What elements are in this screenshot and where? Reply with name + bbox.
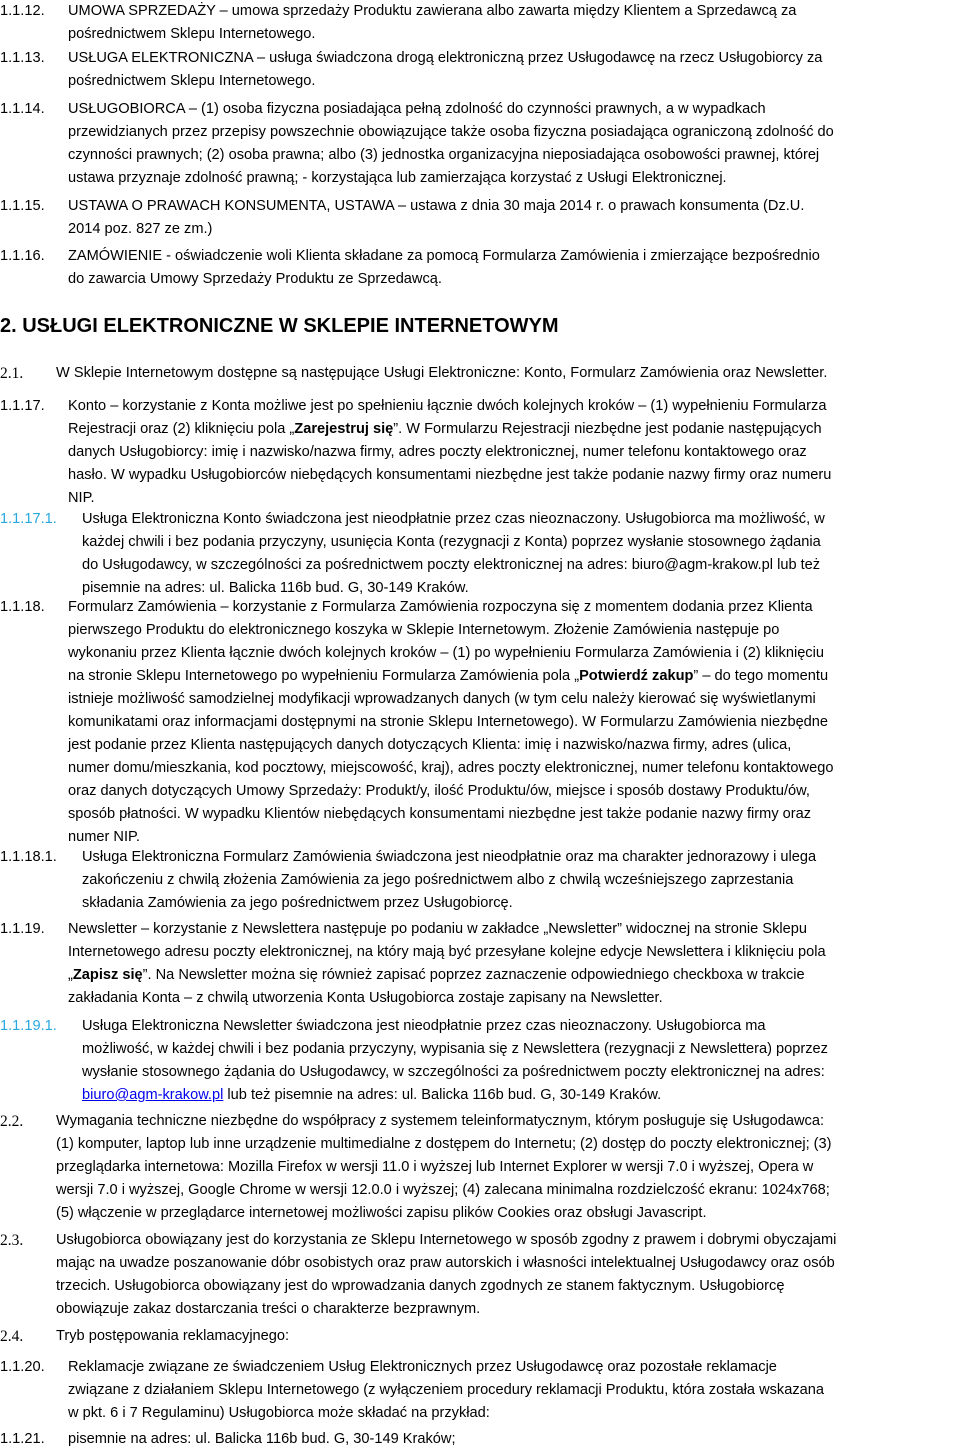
text-line: w pkt. 6 i 7 Regulaminu) Usługobiorca może składać na przykład:	[68, 1405, 490, 1421]
item-number: 1.1.19.1.	[0, 1018, 57, 1034]
text-line: numer domu/mieszkania, kod pocztowy, miejscowość, kraj), adres poczty elektronicznej, numer telefonu kontaktowego	[68, 760, 834, 776]
text-line: oraz danych dotyczących Umowy Sprzedaży: Produkt/y, ilość Produktu/ów, miejsce i sposób dostawy Produktu/ów,	[68, 783, 810, 799]
item-text	[56, 1110, 958, 1225]
text-line: ZAMÓWIENIE - oświadczenie woli Klienta składane za pomocą Formularza Zamówienia i zmierzające bezpośrednio	[68, 248, 820, 264]
item-text	[68, 1428, 958, 1451]
item-number: 2.1.	[0, 365, 24, 382]
text-line: 2014 poz. 827 ze zm.)	[68, 221, 213, 237]
item-text	[68, 918, 958, 1010]
text-line: NIP.	[68, 490, 95, 506]
item-number: 1.1.20.	[0, 1359, 45, 1375]
text-line	[68, 964, 958, 987]
text-line: wysłanie stosownego żądania do Usługodawcy, w szczególności za pośrednictwem poczty elektronicznej na adres:	[82, 1064, 825, 1080]
text-line: W Sklepie Internetowym dostępne są następujące Usługi Elektroniczne: Konto, Formularz Zamówienia oraz Newsletter.	[56, 365, 828, 381]
text-line: numer NIP.	[68, 829, 140, 845]
item-text	[68, 395, 958, 510]
text-fragment: ”. W Formularzu Rejestracji niezbędne jest podanie następujących	[393, 421, 822, 437]
register-button-label: Zarejestruj się	[294, 421, 394, 437]
text-fragment: lub też pisemnie na adres: ul. Balicka 116b bud. G, 30-149 Kraków.	[223, 1087, 662, 1103]
email-link[interactable]: biuro@agm-krakow.pl	[82, 1087, 224, 1103]
text-line: Usługa Elektroniczna Konto świadczona jest nieodpłatnie przez czas nieoznaczony. Usługobiorca ma możliwość, w	[82, 511, 825, 527]
item-text	[56, 362, 958, 385]
item-number: 2.2.	[0, 1113, 24, 1130]
item-text	[82, 508, 958, 600]
text-line: pisemnie na adres: ul. Balicka 116b bud. G, 30-149 Kraków.	[82, 580, 469, 596]
text-line: Formularz Zamówienia – korzystanie z Formularza Zamówienia rozpoczyna się z momentem dodania przez Klienta	[68, 599, 813, 615]
text-line: Usługa Elektroniczna Formularz Zamówienia świadczona jest nieodpłatnie oraz ma charakter jednorazowy i ulega	[82, 849, 817, 865]
item-number: 1.1.14.	[0, 101, 45, 117]
text-line: składania Zamówienia za jego pośrednictwem przez Usługobiorcę.	[82, 895, 513, 911]
text-line: do zawarcia Umowy Sprzedaży Produktu ze Sprzedawcą.	[68, 271, 442, 287]
item-text	[56, 1325, 958, 1348]
text-line	[68, 665, 958, 688]
item-number: 1.1.15.	[0, 198, 45, 214]
text-line: (5) włączenie w przeglądarce internetowej możliwości zapisu plików Cookies oraz obsługi Javascript.	[56, 1205, 707, 1221]
text-line: Usługa Elektroniczna Newsletter świadczona jest nieodpłatnie przez czas nieoznaczony. Usługobiorca ma	[82, 1018, 766, 1034]
text-fragment: ” – do tego momentu	[693, 668, 829, 684]
text-line: (1) komputer, laptop lub inne urządzenie multimedialne z dostępem do Internetu; (2) dostęp do poczty elektronicznej; (3)	[56, 1136, 832, 1152]
text-line: mając na uwadze poszanowanie dóbr osobistych oraz praw autorskich i własności intelektualnej Usługodawcy oraz osób	[56, 1255, 835, 1271]
text-line: pośrednictwem Sklepu Internetowego.	[68, 73, 316, 89]
text-line: ustawa przyznaje zdolność prawną; - korzystająca lub zamierzająca korzystać z Usługi Elektronicznej.	[68, 170, 727, 186]
item-number: 1.1.19.	[0, 921, 45, 937]
item-text	[68, 0, 958, 46]
text-line	[68, 418, 958, 441]
text-line: komunikatami oraz informacjami dostępnymi na stronie Sklepu Internetowego). W Formularzu Zamówienia niezbędne	[68, 714, 829, 730]
text-line: przeglądarka internetowa: Mozilla Firefox w wersji 11.0 i wyższej lub Internet Explorer w wersji 7.0 i wyższej, Opera w	[56, 1159, 814, 1175]
text-line: wykonaniu przez Klienta łącznie dwóch kolejnych kroków – (1) po wypełnieniu Formularza Zamówienia i (2) kliknięciu	[68, 645, 824, 661]
text-line: USŁUGOBIORCA – (1) osoba fizyczna posiadająca pełną zdolność do czynności prawnych, a w wypadkach	[68, 101, 766, 117]
item-number: 1.1.17.	[0, 398, 45, 414]
item-text	[68, 1356, 958, 1425]
text-fragment: Rejestracji oraz (2) kliknięciu pola „	[68, 421, 295, 437]
text-line: możliwość, w każdej chwili i bez podania przyczyny, wypisania się z Newslettera (rezygnacji z Newslettera) poprzez	[82, 1041, 828, 1057]
text-line: obowiązuje zakaz dostarczania treści o charakterze bezprawnym.	[56, 1301, 481, 1317]
text-line: USŁUGA ELEKTRONICZNA – usługa świadczona drogą elektroniczną przez Usługodawcę na rzecz Usługobiorcy za	[68, 50, 823, 66]
text-line: trzecich. Usługobiorca obowiązany jest do wprowadzania danych zgodnych ze stanem faktycznym. Usługobiorcę	[56, 1278, 785, 1294]
item-number: 1.1.21.	[0, 1431, 45, 1447]
text-line: przewidzianych przez przepisy powszechnie obowiązujące także osoba fizyczna posiadająca ograniczoną zdolność do	[68, 124, 834, 140]
item-number: 2.3.	[0, 1232, 24, 1249]
text-line: Newsletter – korzystanie z Newslettera następuje po podaniu w zakładce „Newsletter” widocznej na stronie Sklepu	[68, 921, 807, 937]
text-line: do Usługodawcy, w szczególności za pośrednictwem poczty elektronicznej na adres: biuro@agm-krakow.pl lub też	[82, 557, 821, 573]
text-line: UMOWA SPRZEDAŻY – umowa sprzedaży Produktu zawierana albo zawarta między Klientem a Sprzedawcą za	[68, 3, 797, 19]
item-text	[68, 596, 958, 849]
item-number: 1.1.18.1.	[0, 849, 57, 865]
text-line: Tryb postępowania reklamacyjnego:	[56, 1328, 290, 1344]
text-line: USTAWA O PRAWACH KONSUMENTA, USTAWA – ustawa z dnia 30 maja 2014 r. o prawach konsumenta (Dz.U.	[68, 198, 805, 214]
subscribe-button-label: Zapisz się	[72, 967, 143, 983]
text-line: Internetowego adresu poczty elektronicznej, na który mają być przesyłane kolejne edycje Newslettera i kliknięciu pola	[68, 944, 826, 960]
text-line	[82, 1084, 958, 1107]
item-text	[82, 846, 958, 915]
text-line: sposób płatności. W wypadku Klientów niebędących konsumentami niezbędne jest także podanie nazwy firmy oraz	[68, 806, 812, 822]
item-text	[68, 245, 958, 291]
text-line: pisemnie na adres: ul. Balicka 116b bud. G, 30-149 Kraków;	[68, 1431, 456, 1447]
item-number: 1.1.17.1.	[0, 511, 57, 527]
text-line: pośrednictwem Sklepu Internetowego.	[68, 26, 316, 42]
item-text	[68, 195, 958, 241]
text-line: istnieje możliwość samodzielnej modyfikacji wprowadzanych danych (w tym celu należy kierować się wyświetlanymi	[68, 691, 816, 707]
text-line: Konto – korzystanie z Konta możliwe jest po spełnieniu łącznie dwóch kolejnych kroków – (1) wypełnieniu Formularza	[68, 398, 827, 414]
text-fragment: na stronie Sklepu Internetowego po wypełnieniu Formularza Zamówienia pola „	[68, 668, 580, 684]
text-fragment: „	[68, 967, 73, 983]
text-line: zakładania Konta – z chwilą utworzenia Konta Usługobiorca zostaje zapisany na Newsletter.	[68, 990, 663, 1006]
text-line: czynności prawnych; (2) osoba prawna; albo (3) jednostka organizacyjna nieposiadająca osobowości prawnej, której	[68, 147, 820, 163]
text-fragment: ”. Na Newsletter można się również zapisać poprzez zaznaczenie odpowiedniego checkboxa w trakcie	[142, 967, 805, 983]
item-number: 1.1.18.	[0, 599, 45, 615]
item-text	[68, 47, 958, 93]
item-text	[56, 1229, 958, 1321]
item-text	[82, 1015, 958, 1107]
text-line: Usługobiorca obowiązany jest do korzystania ze Sklepu Internetowego w sposób zgodny z prawem i dobrymi obyczajami	[56, 1232, 837, 1248]
text-line: każdej chwili i bez podania przyczyny, usunięcia Konta (rezygnacji z Konta) poprzez wysłanie stosownego żądania	[82, 534, 821, 550]
item-number: 2.4.	[0, 1328, 24, 1345]
text-line: jest podanie przez Klienta następujących danych dotyczących Klienta: imię i nazwisko/nazwa firmy, adres (ulica,	[68, 737, 792, 753]
text-line: Reklamacje związane ze świadczeniem Usług Elektronicznych przez Usługodawcę oraz pozostałe reklamacje	[68, 1359, 777, 1375]
text-line: wersji 7.0 i wyższej, Google Chrome w wersji 12.0.0 i wyższej; (4) zalecana minimalna rozdzielczość ekranu: 1024x768;	[56, 1182, 830, 1198]
confirm-purchase-label: Potwierdź zakup	[579, 668, 694, 684]
text-line: Wymagania techniczne niezbędne do współpracy z systemem teleinformatycznym, którym posługuje się Usługodawca:	[56, 1113, 825, 1129]
text-line: danych Usługobiorcy: imię i nazwisko/nazwa firmy, adres poczty elektronicznej, numer telefonu kontaktowego oraz	[68, 444, 807, 460]
item-number: 1.1.16.	[0, 248, 45, 264]
text-line: hasło. W wypadku Usługobiorców niebędących konsumentami niezbędne jest także podanie nazwy firmy oraz numeru	[68, 467, 832, 483]
item-text	[68, 98, 958, 190]
item-number: 1.1.12.	[0, 3, 45, 19]
item-number: 1.1.13.	[0, 50, 45, 66]
section-heading: 2. USŁUGI ELEKTRONICZNE W SKLEPIE INTERNETOWYM	[0, 315, 559, 337]
text-line: pierwszego Produktu do elektronicznego koszyka w Sklepie Internetowym. Złożenie Zamówienia następuje po	[68, 622, 780, 638]
text-line: związane z działaniem Sklepu Internetowego (z wyłączeniem procedury reklamacji Produktu, która została wskazana	[68, 1382, 824, 1398]
text-line: zakończeniu z chwilą złożenia Zamówienia za jego pośrednictwem albo z chwilą wcześniejszego zaprzestania	[82, 872, 794, 888]
